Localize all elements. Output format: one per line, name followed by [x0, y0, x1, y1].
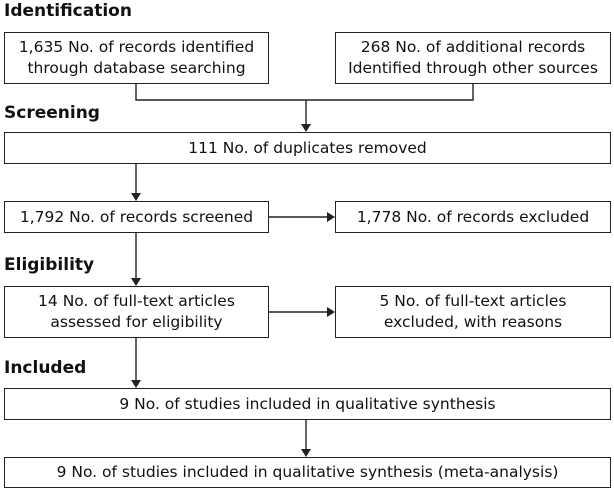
box-records-screened — [4, 201, 269, 233]
box-quantitative-synthesis-text: 9 No. of studies included in qualitative synthesis (meta-analysis) — [56, 463, 559, 481]
box-other-sources-line1: 268 No. of additional records — [360, 38, 586, 56]
box-qualitative-synthesis — [4, 388, 611, 420]
arrowhead-to-qualitative — [131, 380, 141, 388]
box-fulltext-excluded — [335, 286, 611, 338]
arrowhead-to-quantitative — [301, 449, 311, 457]
box-database-records — [4, 32, 269, 84]
arrowhead-to-excluded — [327, 212, 335, 222]
arrowhead-to-fulltext-excluded — [327, 307, 335, 317]
section-screening: Screening — [4, 103, 100, 123]
section-eligibility: Eligibility — [4, 255, 95, 275]
box-records-screened-text: 1,792 No. of records screened — [19, 207, 254, 226]
box-other-sources — [335, 32, 611, 84]
box-records-excluded — [335, 201, 611, 233]
box-duplicates-removed — [4, 132, 611, 164]
box-duplicates-removed-text: 111 No. of duplicates removed — [188, 138, 427, 157]
box-fulltext-excluded-line1: 5 No. of full-text articles — [379, 292, 567, 310]
connector-merge — [136, 84, 473, 100]
arrowhead-to-duplicates — [301, 124, 311, 132]
section-included: Included — [4, 358, 87, 378]
section-identification: Identification — [4, 1, 132, 21]
box-database-records-line2: through database searching — [27, 59, 246, 77]
box-fulltext-assessed-line2: assessed for eligibility — [50, 313, 223, 331]
box-database-records-line1: 1,635 No. of records identified — [18, 38, 255, 56]
arrowhead-to-fulltext — [131, 278, 141, 286]
arrowhead-to-screened — [131, 193, 141, 201]
box-other-sources-line2: Identified through other sources — [348, 59, 598, 77]
box-fulltext-assessed — [4, 286, 269, 338]
box-records-excluded-text: 1,778 No. of records excluded — [356, 207, 590, 226]
box-fulltext-assessed-line1: 14 No. of full-text articles — [38, 292, 235, 310]
box-fulltext-excluded-line2: excluded, with reasons — [383, 313, 563, 331]
box-quantitative-synthesis — [4, 457, 611, 488]
box-qualitative-synthesis-text: 9 No. of studies included in qualitative synthesis — [119, 394, 496, 413]
